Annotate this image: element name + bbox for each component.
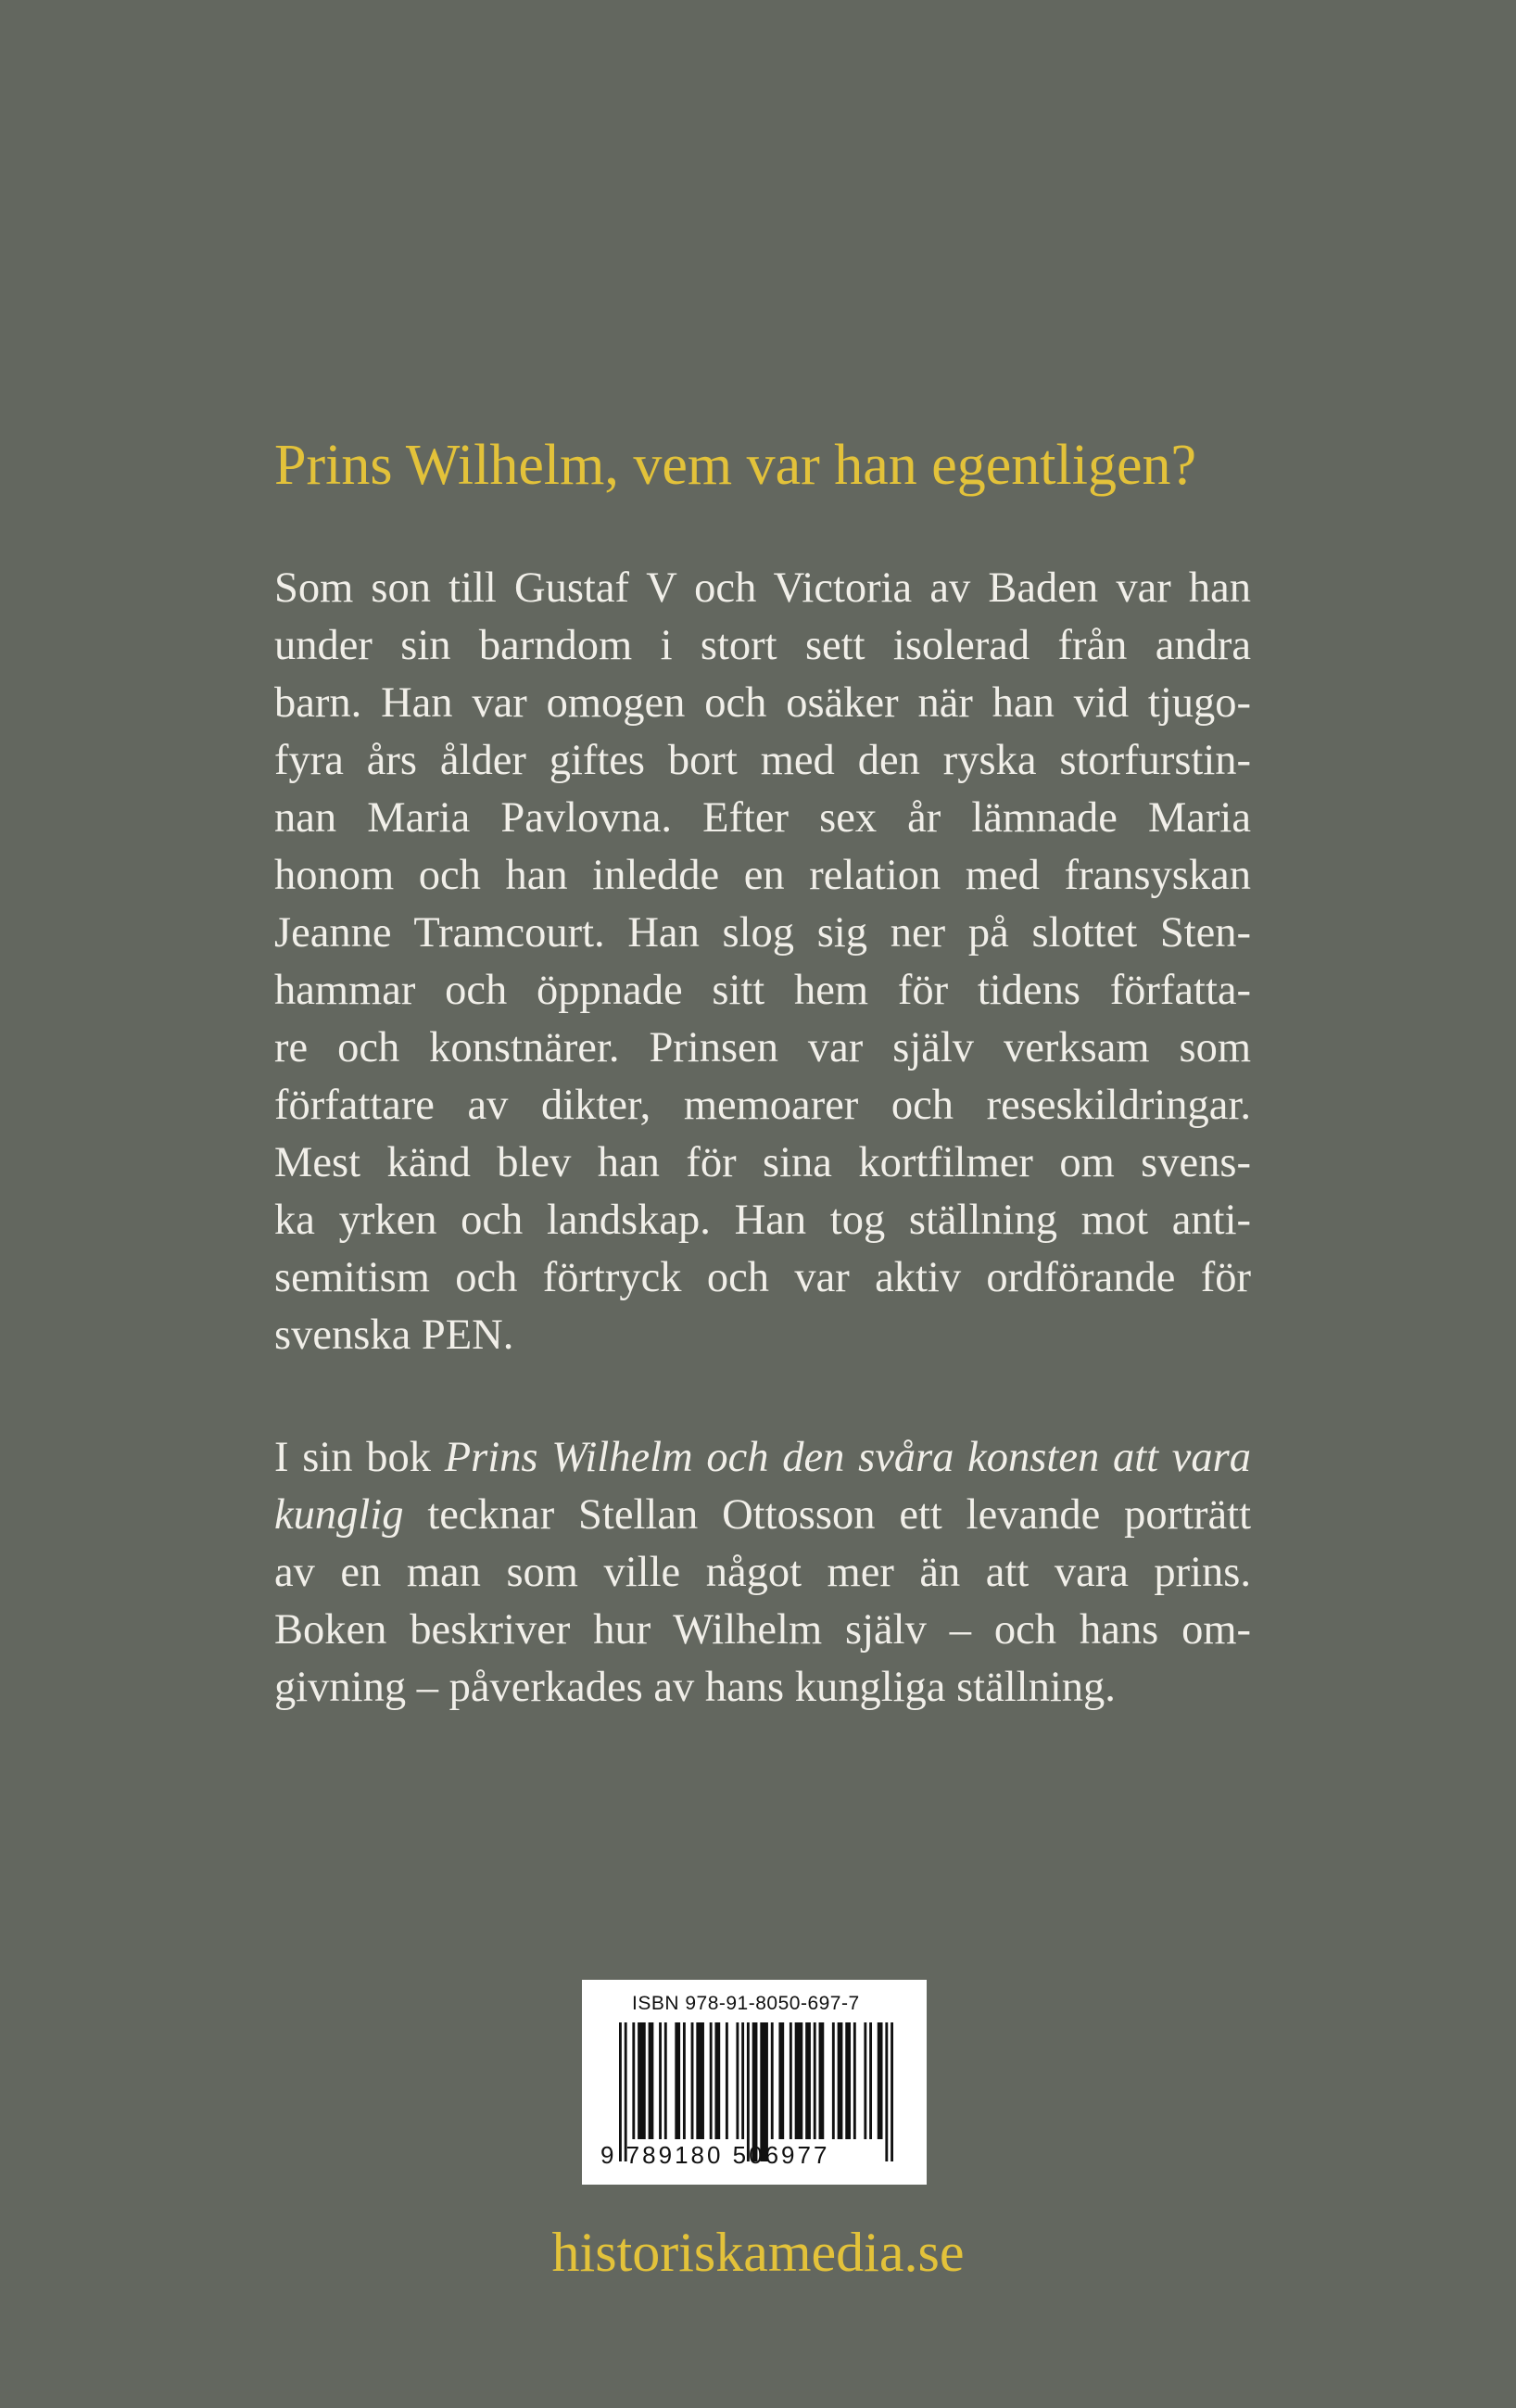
barcode-bar bbox=[638, 2022, 646, 2139]
barcode-bar bbox=[696, 2022, 704, 2139]
barcode-bar bbox=[878, 2022, 883, 2139]
barcode-bar bbox=[790, 2022, 792, 2139]
book-description-paragraph bbox=[274, 1429, 1251, 1717]
publisher-url: historiskamedia.se bbox=[551, 2222, 965, 2283]
barcode-bar bbox=[664, 2022, 667, 2139]
text-line: honom och han inledde en relation med fransyskan bbox=[274, 852, 1251, 899]
barcode-digits: 9 789180 506977 bbox=[600, 2141, 830, 2169]
barcode-bar bbox=[869, 2022, 872, 2139]
isbn-barcode bbox=[582, 1980, 927, 2185]
text-line: Jeanne Tramcourt. Han slog sig ner på slottet Sten- bbox=[274, 909, 1251, 957]
text-line bbox=[274, 1429, 1251, 1487]
barcode-bar bbox=[795, 2022, 803, 2139]
text-fragment: tecknar Stellan Ottosson ett levande porträtt bbox=[403, 1491, 1251, 1539]
barcode-bar bbox=[683, 2022, 686, 2139]
text-line: Mest känd blev han för sina kortfilmer om svens- bbox=[274, 1139, 1251, 1186]
barcode-bar bbox=[736, 2022, 739, 2139]
barcode-bar bbox=[691, 2022, 694, 2139]
text-line: svenska PEN. bbox=[274, 1312, 514, 1359]
barcode-bar bbox=[838, 2022, 843, 2139]
book-title-part: kunglig bbox=[274, 1491, 404, 1539]
barcode-bar bbox=[832, 2022, 835, 2139]
barcode-bar bbox=[853, 2022, 856, 2139]
barcode-bar bbox=[814, 2022, 816, 2139]
text-line: av en man som ville något mer än att vara prins. bbox=[274, 1549, 1251, 1596]
barcode-bar bbox=[632, 2022, 635, 2139]
text-line: barn. Han var omogen och osäker när han vid tjugo- bbox=[274, 679, 1251, 727]
back-cover-heading: Prins Wilhelm, vem var han egentligen? bbox=[274, 434, 1196, 497]
text-line: ka yrken och landskap. Han tog ställning mot anti- bbox=[274, 1197, 1251, 1244]
book-title-part: Prins Wilhelm och den svåra konsten att vara bbox=[444, 1434, 1252, 1481]
text-line: hammar och öppnade sitt hem för tidens författa- bbox=[274, 967, 1251, 1014]
text-line: fyra års ålder giftes bort med den ryska storfurstin- bbox=[274, 737, 1251, 784]
barcode-bar bbox=[710, 2022, 713, 2139]
isbn-label: ISBN 978-91-8050-697-7 bbox=[632, 1993, 860, 2014]
barcode-bar bbox=[714, 2022, 720, 2139]
barcode-bar bbox=[778, 2022, 784, 2139]
synopsis-paragraph bbox=[274, 560, 1251, 1364]
text-line: givning – påverkades av hans kungliga ställning. bbox=[274, 1664, 1116, 1711]
text-line: Som son till Gustaf V och Victoria av Baden var han bbox=[274, 564, 1251, 612]
text-line: re och konstnärer. Prinsen var själv verksam som bbox=[274, 1024, 1251, 1071]
text-line: Boken beskriver hur Wilhelm själv – och hans om- bbox=[274, 1606, 1251, 1654]
barcode-bar bbox=[771, 2022, 774, 2139]
barcode-bar bbox=[659, 2022, 662, 2139]
text-line bbox=[274, 1487, 1251, 1544]
barcode-bar bbox=[726, 2022, 728, 2139]
text-line: nan Maria Pavlovna. Efter sex år lämnade Maria bbox=[274, 794, 1251, 842]
barcode-bar bbox=[675, 2022, 680, 2139]
barcode-bar bbox=[805, 2022, 811, 2139]
barcode-bar bbox=[819, 2022, 825, 2139]
text-line: under sin barndom i stort sett isolerad från andra bbox=[274, 622, 1251, 669]
barcode-bar bbox=[741, 2022, 744, 2139]
barcode-bar bbox=[845, 2022, 851, 2139]
text-line: semitism och förtryck och var aktiv ordförande för bbox=[274, 1254, 1251, 1301]
text-line: författare av dikter, memoarer och reseskildringar. bbox=[274, 1082, 1251, 1129]
barcode-bar bbox=[649, 2022, 654, 2139]
barcode-bar bbox=[864, 2022, 866, 2139]
text-fragment: I sin bok bbox=[274, 1434, 445, 1481]
